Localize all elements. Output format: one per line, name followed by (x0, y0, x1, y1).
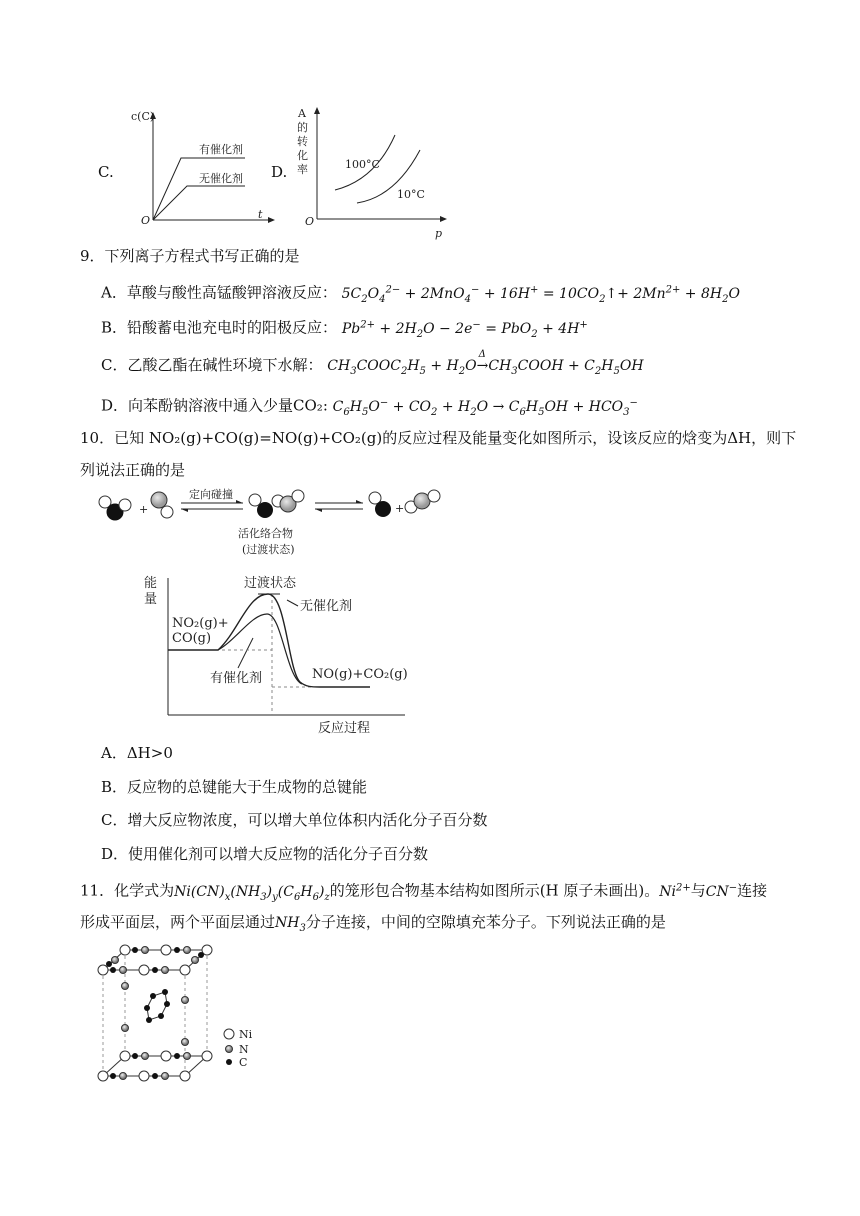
caption-transition-state: (过渡状态) (242, 543, 295, 556)
label-products: NO(g)+CO₂(g) (312, 667, 408, 682)
graph-d-label-100c: 100°C (345, 158, 380, 171)
q10-option-c: C．增大反应物浓度，可以增大单位体积内活化分子百分数 (101, 811, 488, 829)
ni-atoms (98, 945, 212, 1081)
label-reactants-1: NO₂(g)+ (172, 616, 229, 631)
collision-diagram (95, 487, 450, 562)
graph-c-label-catalyst: 有催化剂 (199, 143, 243, 156)
graph-c-origin: O (141, 214, 151, 227)
energy-xlabel: 反应过程 (318, 721, 371, 736)
q10-stem-line2: 列说法正确的是 (80, 461, 186, 479)
graph-c-curve-catalyst (153, 158, 245, 220)
q9-option-b-label: B．铅酸蓄电池充电时的阳极反应： (101, 318, 338, 337)
graph-d-label-10c: 10°C (397, 188, 425, 201)
graph-d-xlabel: p (435, 227, 443, 240)
label-with-catalyst: 有催化剂 (210, 671, 263, 686)
graph-d-x-arrow (440, 216, 447, 222)
q9-option-b-eq: $Pb^{2+} + 2H_2O - 2e^- = PbO_2 + 4H^+$ (341, 319, 588, 340)
caption-activated-complex: 活化络合物 (238, 527, 293, 540)
plus-sign-1: + (139, 503, 149, 516)
legend-ni-marker (224, 1029, 234, 1039)
q10-option-b: B．反应物的总键能大于生成物的总键能 (101, 778, 368, 796)
q10-option-d: D．使用催化剂可以增大反应物的活化分子百分数 (101, 845, 429, 863)
q9-option-d-eq: $C_6H_5O^- + CO_2 + H_2O \to C_6H_5OH + HCO_3^-$ (332, 397, 638, 418)
option-c-label: C. (98, 163, 114, 181)
legend-c-marker (226, 1059, 232, 1065)
q11-stem-line2: 形成平面层，两个平面层通过$NH_3$分子连接，中间的空隙填充苯分子。下列说法正确的是 (80, 913, 666, 934)
q9-option-d-label: D．向苯酚钠溶液中通入少量CO₂: (101, 396, 328, 415)
label-no-catalyst: 无催化剂 (300, 599, 353, 614)
graph-d-ylabel: A 的转化率 (297, 107, 308, 176)
q9-stem: 9．下列离子方程式书写正确的是 (80, 247, 300, 265)
graph-c (125, 108, 275, 233)
q10-stem-line1: 10．已知 NO₂(g)+CO(g)=NO(g)+CO₂(g)的反应过程及能量变化如图所示，设该反应的焓变为ΔH，则下 (80, 429, 797, 447)
option-d-label: D. (271, 163, 288, 181)
benzene-ring (147, 992, 167, 1020)
graph-d-y-arrow (314, 107, 320, 114)
q9-option-a-label: A．草酸与酸性高锰酸钾溶液反应： (101, 283, 337, 302)
graph-d-origin: O (305, 215, 315, 228)
label-reactants-2: CO(g) (172, 631, 212, 646)
q9-option-d (101, 393, 638, 422)
plus-sign-2: + (395, 502, 405, 515)
legend-ni: Ni (239, 1028, 253, 1041)
q11-stem-line1: 11．化学式为$Ni(CN)_x(NH_3)_y(C_6H_6)_z$的笼形包合物基本结构如图所示(H 原子未画出)。$Ni^{2+}$与CN−连接 (80, 881, 768, 903)
q10-option-a: A．ΔH>0 (101, 744, 173, 762)
graph-c-label-no-catalyst: 无催化剂 (199, 172, 243, 185)
legend-n: N (239, 1043, 249, 1056)
legend-n-marker (226, 1046, 233, 1053)
peak-label: 过渡状态 (244, 576, 297, 591)
q9-option-b (101, 315, 588, 344)
arrow-label-collision: 定向碰撞 (189, 488, 233, 501)
activated-complex (249, 490, 304, 518)
q9-option-a (101, 280, 740, 309)
energy-diagram (140, 572, 410, 737)
energy-ylabel: 能量 (144, 576, 158, 607)
legend-c: C (239, 1056, 248, 1069)
graph-d (295, 105, 455, 240)
no2-molecule (99, 496, 131, 520)
q9-option-c-label: C．乙酸乙酯在碱性环境下水解： (101, 356, 323, 374)
cage-structure (95, 938, 265, 1093)
graph-c-ylabel: c(C) (131, 110, 155, 123)
co-molecule (151, 492, 173, 518)
cage-legend (224, 1028, 253, 1069)
q9-option-a-eq: $5C_2O_4^{2-} + 2MnO_4^- + 16H^+$ = $10CO_2↑+ 2Mn^{2+} + 8H_2O$ (341, 284, 740, 305)
q9-option-c (101, 349, 644, 382)
q9-option-c-eq: $CH_3COOC_2H_5 + H_2O\to$ Δ $CH_3COOH + C_2H_5OH$ (327, 349, 644, 377)
graph-c-x-arrow (268, 217, 275, 223)
graph-c-xlabel: t (258, 208, 263, 221)
co2-molecule (405, 490, 440, 513)
graph-c-curve-no-catalyst (153, 186, 245, 220)
no-molecule (369, 492, 391, 517)
